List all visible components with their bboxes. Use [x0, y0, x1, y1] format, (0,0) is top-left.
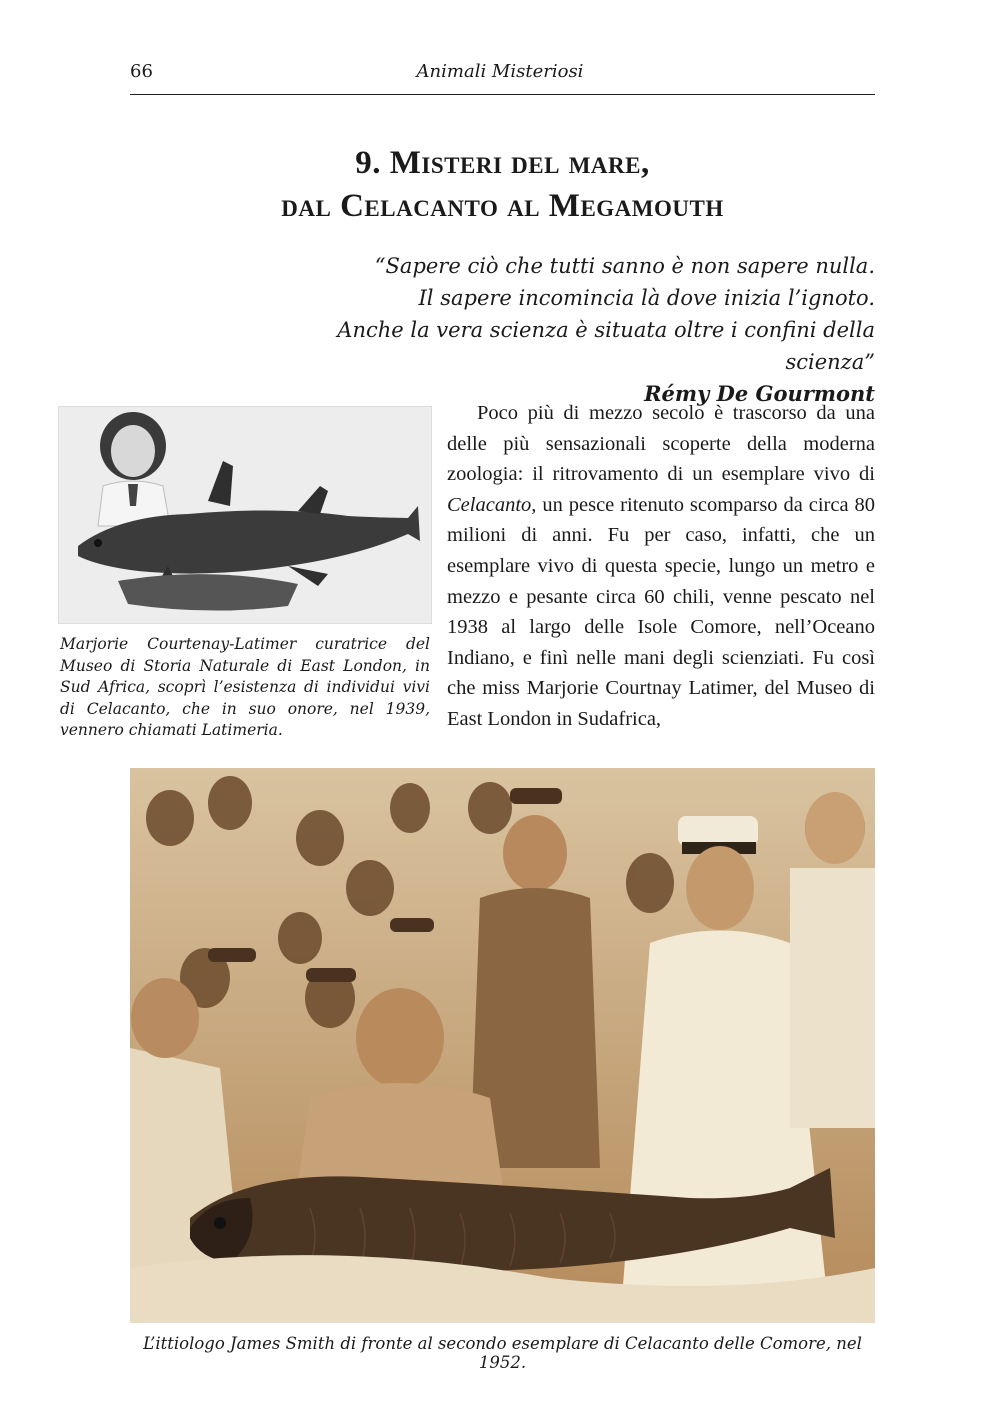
epigraph: [260, 250, 875, 410]
epigraph-line2: Il sapere incomincia là dove inizia l’ignoto.: [418, 286, 875, 310]
epigraph-author: Rémy De Gourmont: [644, 381, 875, 406]
epigraph-line1: “Sapere ciò che tutti sanno è non sapere nulla.: [374, 254, 875, 278]
body-text-part1: Poco più di mezzo secolo è trascorso da una delle più sensazionali scoperte della moderna zoologia: il ritrovamento di un esemplare vivo di: [447, 402, 875, 486]
chapter-title-line1: 9. Misteri del mare,: [355, 145, 650, 181]
figure-small-caption: Marjorie Courtenay-Latimer curatrice del Museo di Storia Naturale di East London, in Sud Africa, scoprì l’esistenza di individui vivi di Celacanto, che in suo onore, nel 1939, vennero chiamati Latimeria.: [60, 635, 430, 739]
coelacanth-latimer-photo: [58, 406, 432, 624]
body-text-part2: , un pesce ritenuto scomparso da circa 80 milioni di anni. Fu per caso, infatti, che un esemplare vivo di questa specie, lungo un metro e mezzo e pesante circa 60 chili, venne pescato nel 1938 al largo delle Isole Comore, nell’Oceano Indiano, e finì nelle mani degli scienziati. Fu così che miss Marjorie Courtnay Latimer, del Museo di East London in Sudafrica,: [447, 493, 875, 730]
header-rule: [130, 94, 875, 95]
coelacanth-smith-photo: [130, 768, 875, 1323]
coelacanth-smith-illustration: [130, 768, 875, 1323]
page-number: 66: [130, 61, 153, 82]
running-title: Animali Misteriosi: [416, 61, 584, 82]
chapter-title: [130, 142, 875, 228]
coelacanth-latimer-illustration: [58, 406, 432, 624]
chapter-title-line2: dal Celacanto al Megamouth: [281, 188, 724, 224]
epigraph-line3: Anche la vera scienza è situata oltre i confini della scienza”: [337, 318, 875, 374]
body-text-italic: Celacanto: [447, 493, 532, 516]
body-paragraph: [447, 398, 875, 735]
figure-big-caption: L’ittiologo James Smith di fronte al secondo esemplare di Celacanto delle Comore, nel 1952.: [143, 1334, 862, 1372]
